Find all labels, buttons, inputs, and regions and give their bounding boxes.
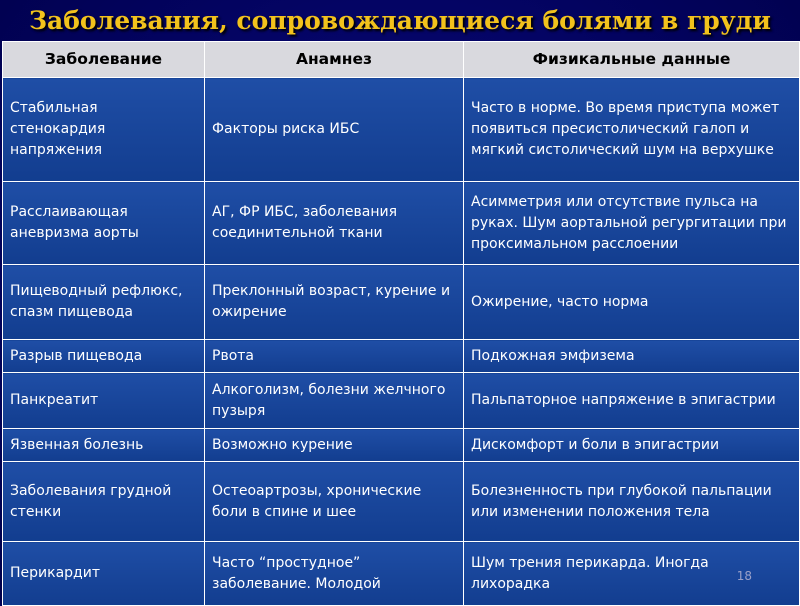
cell-disease: Стабильная стенокардия напряжения xyxy=(3,78,205,182)
cell-disease: Разрыв пищевода xyxy=(3,340,205,373)
table-row xyxy=(3,340,800,373)
cell-physical-findings: Асимметрия или отсутствие пульса на руках. Шум аортальной регургитации при проксимальном расслоении xyxy=(464,182,800,265)
cell-anamnesis: Часто “простудное” заболевание. Молодой xyxy=(205,542,464,606)
cell-disease: Расслаивающая аневризма аорты xyxy=(3,182,205,265)
table-row xyxy=(3,182,800,265)
cell-disease: Язвенная болезнь xyxy=(3,429,205,462)
cell-anamnesis: Преклонный возраст, курение и ожирение xyxy=(205,265,464,340)
cell-disease: Перикардит xyxy=(3,542,205,606)
table-row xyxy=(3,542,800,606)
table-header-row xyxy=(3,42,800,78)
cell-physical-findings: Болезненность при глубокой пальпации или изменении положения тела xyxy=(464,462,800,542)
page-number: 18 xyxy=(736,569,752,583)
column-header-physical-findings: Физикальные данные xyxy=(464,42,800,78)
table-row xyxy=(3,265,800,340)
cell-physical-findings: Шум трения перикарда. Иногда лихорадка xyxy=(464,542,800,606)
cell-anamnesis: Алкоголизм, болезни желчного пузыря xyxy=(205,373,464,429)
diseases-table xyxy=(2,41,800,606)
slide-title: Заболевания, сопровождающиеся болями в груди xyxy=(29,6,771,35)
cell-physical-findings: Пальпаторное напряжение в эпигастрии xyxy=(464,373,800,429)
table-row xyxy=(3,429,800,462)
table-row xyxy=(3,78,800,182)
cell-physical-findings: Подкожная эмфизема xyxy=(464,340,800,373)
cell-anamnesis: АГ, ФР ИБС, заболевания соединительной ткани xyxy=(205,182,464,265)
column-header-disease: Заболевание xyxy=(3,42,205,78)
cell-disease: Пищеводный рефлюкс, спазм пищевода xyxy=(3,265,205,340)
cell-anamnesis: Рвота xyxy=(205,340,464,373)
cell-physical-findings: Ожирение, часто норма xyxy=(464,265,800,340)
column-header-anamnesis: Анамнез xyxy=(205,42,464,78)
cell-disease: Панкреатит xyxy=(3,373,205,429)
cell-anamnesis: Остеоартрозы, хронические боли в спине и шее xyxy=(205,462,464,542)
table-row xyxy=(3,373,800,429)
cell-physical-findings: Часто в норме. Во время приступа может появиться пресистолический галоп и мягкий систолический шум на верхушке xyxy=(464,78,800,182)
cell-physical-findings: Дискомфорт и боли в эпигастрии xyxy=(464,429,800,462)
cell-disease: Заболевания грудной стенки xyxy=(3,462,205,542)
cell-anamnesis: Факторы риска ИБС xyxy=(205,78,464,182)
table-row xyxy=(3,462,800,542)
cell-anamnesis: Возможно курение xyxy=(205,429,464,462)
